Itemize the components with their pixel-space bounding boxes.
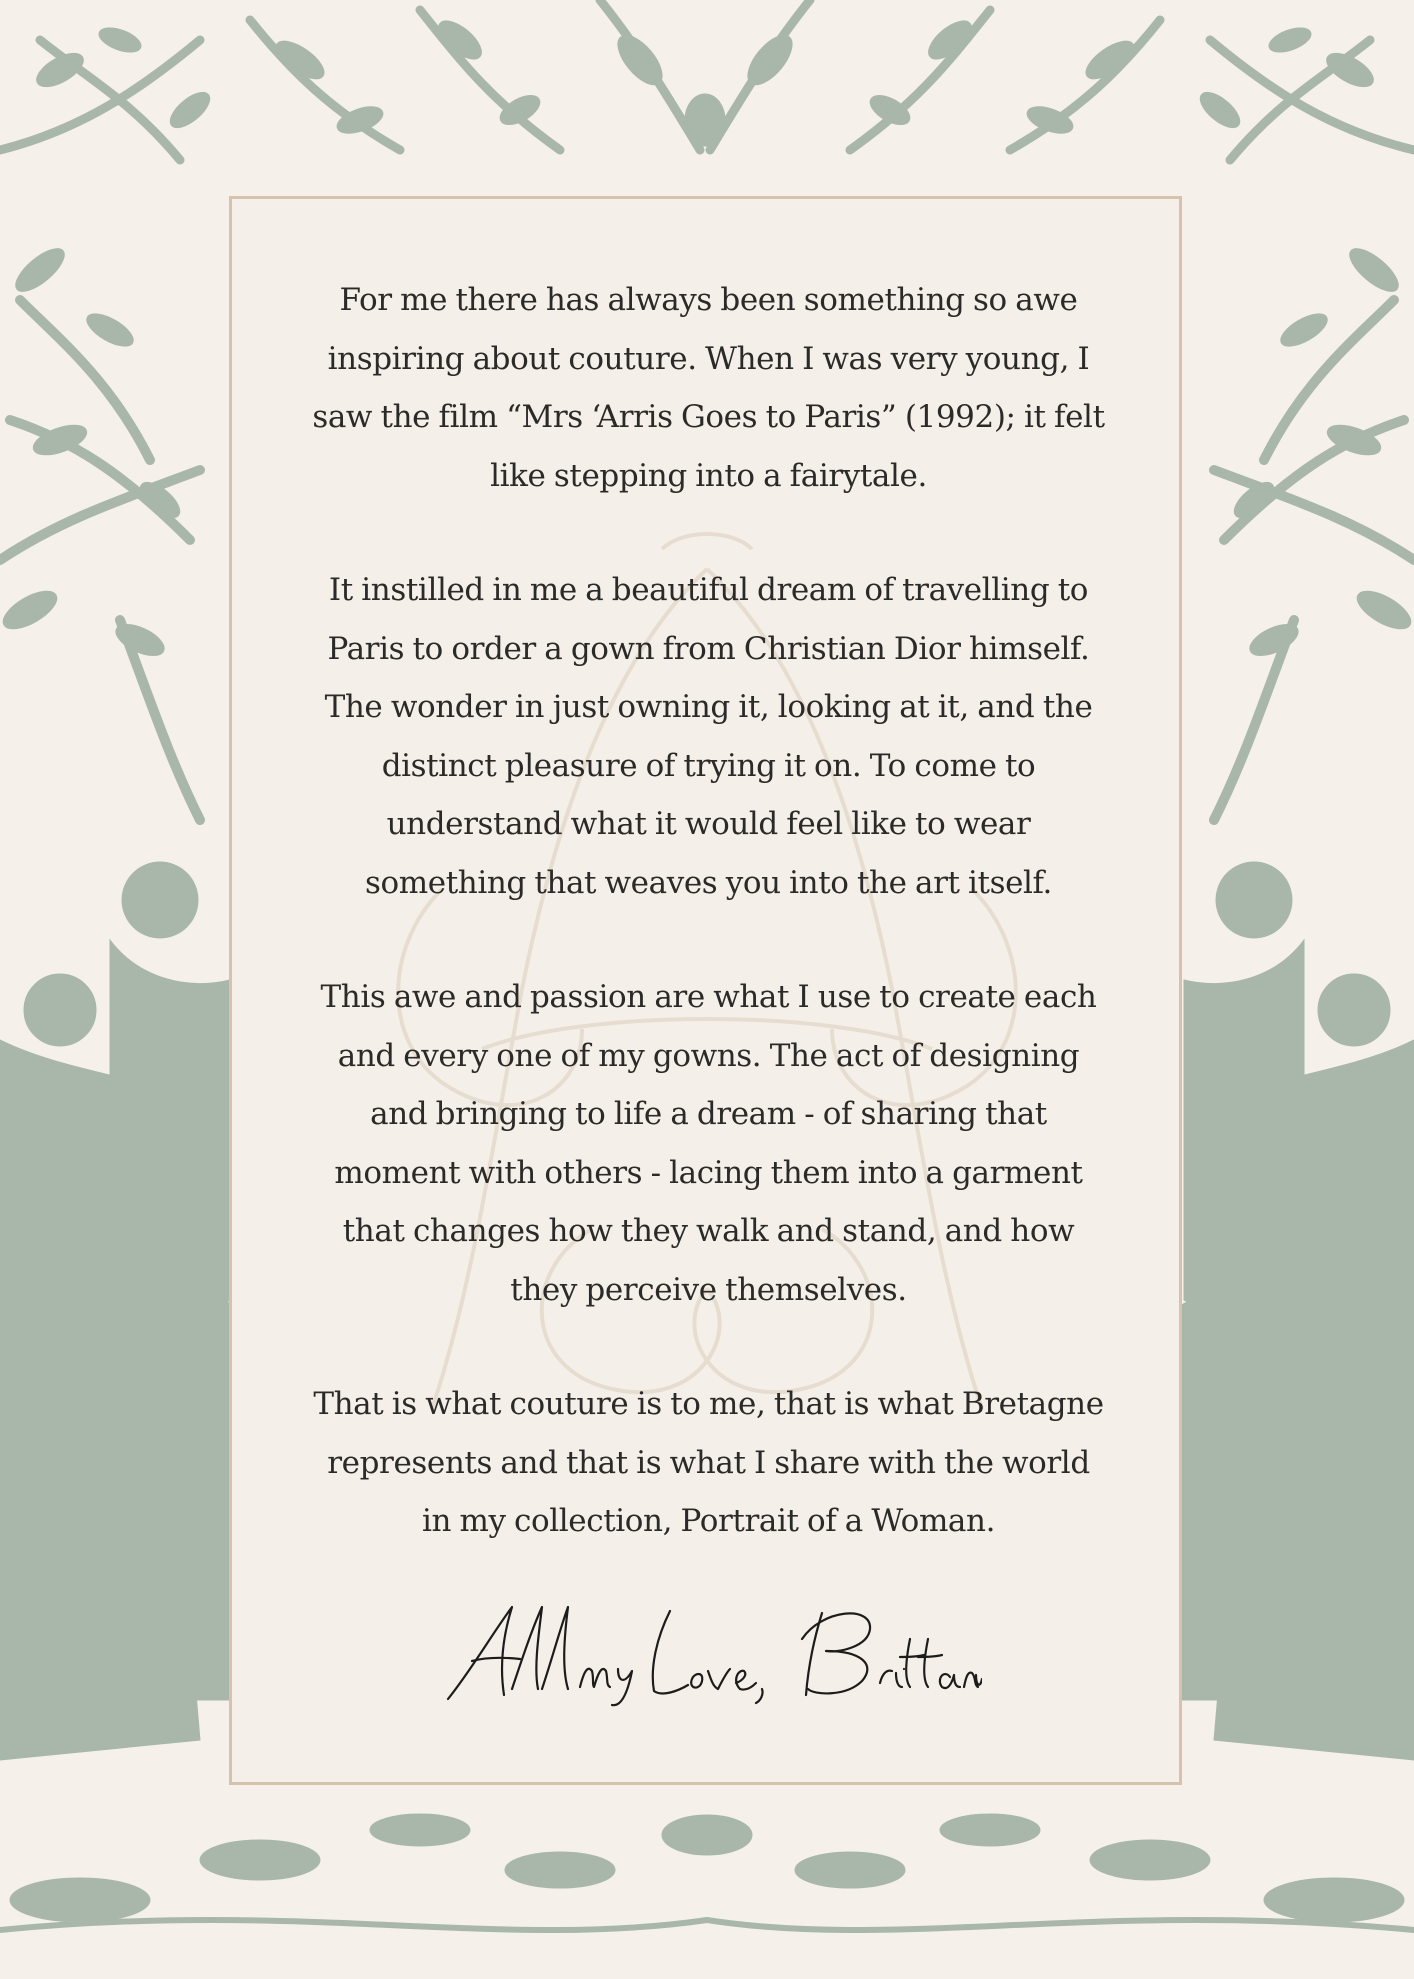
- text-line: they perceive themselves.: [510, 1271, 907, 1308]
- text-line: and every one of my gowns. The act of designing: [337, 1037, 1080, 1074]
- letter-paragraph-4: [232, 1375, 1185, 1551]
- text-line: like stepping into a fairytale.: [490, 457, 927, 494]
- text-line: moment with others - lacing them into a garment: [334, 1154, 1083, 1191]
- text-line: distinct pleasure of trying it on. To come to: [381, 747, 1036, 784]
- text-line: and bringing to life a dream - of sharing that: [370, 1096, 1047, 1132]
- text-line: For me there has always been something so awe: [339, 282, 1078, 318]
- handwritten-signature: [442, 1599, 982, 1709]
- text-line: This awe and passion are what I use to create each: [320, 979, 1097, 1015]
- text-line: inspiring about couture. When I was very young, I: [327, 340, 1090, 377]
- text-line: in my collection, Portrait of a Woman.: [421, 1503, 996, 1539]
- letter-paragraph-3: [232, 968, 1185, 1319]
- text-line: The wonder in just owning it, looking at it, and the: [324, 689, 1093, 725]
- text-line: saw the film “Mrs ‘Arris Goes to Paris” (1992); it felt: [312, 399, 1105, 435]
- text-line: understand what it would feel like to wear: [386, 806, 1031, 842]
- text-line: something that weaves you into the art itself.: [365, 864, 1052, 901]
- text-line: That is what couture is to me, that is what Bretagne: [313, 1386, 1104, 1422]
- letter-paragraph-1: [232, 271, 1185, 505]
- text-line: that changes how they walk and stand, and how: [342, 1213, 1075, 1249]
- letter-paragraph-2: [232, 561, 1185, 912]
- text-line: It instilled in me a beautiful dream of travelling to: [328, 572, 1089, 608]
- text-line: represents and that is what I share with the world: [327, 1444, 1090, 1481]
- letter-body: [232, 271, 1185, 1607]
- letter-frame: [229, 196, 1182, 1785]
- text-line: Paris to order a gown from Christian Dior himself.: [327, 630, 1090, 667]
